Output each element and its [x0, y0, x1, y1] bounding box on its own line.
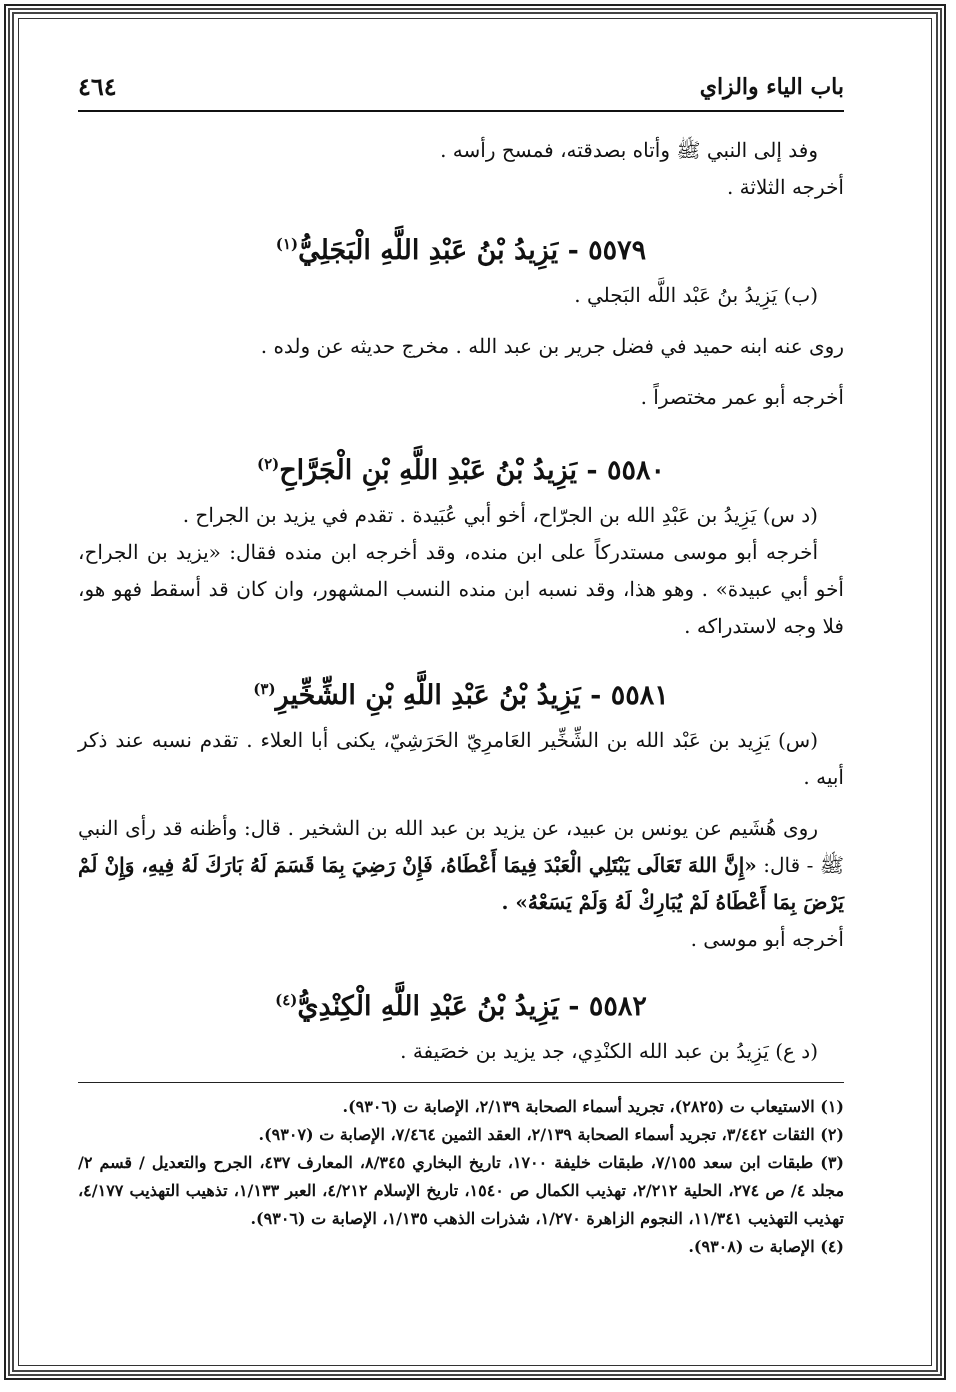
entry-paragraph: روى عنه ابنه حميد في فضل جرير بن عبد الله . مخرج حديثه عن ولده .: [260, 334, 844, 358]
intro-line-2: أخرجه الثلاثة .: [726, 175, 844, 199]
entry-paragraph: (د ع) يَزِيدُ بن عبد الله الكنْدِي، جد يزيد بن خصَيفة .: [400, 1039, 818, 1063]
entry-title-5581: [78, 669, 844, 716]
entry-paragraph: [78, 810, 844, 921]
footnote-marker: (٤): [275, 991, 298, 1009]
entry-title-5579: [78, 224, 844, 271]
entry-title-text: ٥٥٨٢ - يَزِيدُ بْنُ عَبْدِ اللَّهِ الْكِنْدِيُّ: [297, 991, 647, 1022]
chapter-title: باب الياء والزاي: [699, 74, 844, 100]
entry-title-text: ٥٥٨١ - يَزِيدُ بْنُ عَبْدِ اللَّهِ بْنِ الشِّخِّيرِ: [275, 680, 669, 711]
book-page: [78, 70, 844, 1350]
narration-text: روى هُشَيم عن يونس بن عبيد، عن يزيد بن عبد الله بن الشخير . قال: وأظنه قد رأى النبي ﷺ - قال:: [78, 816, 844, 877]
entry-paragraph: أخرجه أبو موسى مستدركاً على ابن منده، وقد أخرجه ابن منده فقال: «يزيد بن الجراح، أخو أبي عبيدة» . وهو هذا، وقد نسبه ابن منده النسب المشهور، وان كان قد أسقط فهو هو، فلا وجه لاستدراكه .: [78, 540, 844, 638]
running-header: [78, 70, 844, 112]
entry-title-5582: [78, 980, 844, 1027]
entry-title-text: ٥٥٧٩ - يَزِيدُ بْنُ عَبْدِ اللَّهِ الْبَجَلِيُّ: [298, 235, 647, 266]
footnote-marker: (٣): [253, 680, 276, 698]
footnote: (١) الاستيعاب ت (٢٨٢٥)، تجريد أسماء الصحابة ٢/١٣٩، الإصابة ت (٩٣٠٦).: [342, 1097, 844, 1116]
footnote-marker: (٢): [256, 455, 280, 473]
footnote-marker: (١): [275, 235, 299, 253]
entry-paragraph: (د س) يَزِيدُ بن عَبْدِ الله بن الجرّاح، أخو أبي عُبَيدة . تقدم في يزيد بن الجراح .: [182, 503, 818, 527]
page-body: [78, 132, 844, 1070]
footnote: (٣) طبقات ابن سعد ٧/١٥٥، طبقات خليفة ١٧٠٠، تاريخ البخاري ٨/٣٤٥، المعارف ٤٣٧، الجرح والتعديل / قسم ٢/ مجلد ٤/ ص ٢٧٤، الحلية ٢/٢١٢، تهذيب الكمال ص ١٥٤٠، تاريخ الإسلام ٤/٢١٢، العبر ١/١٣٣، تذهيب التهذيب ٤/١٧٧، تهذيب التهذيب ١١/٣٤١، النجوم الزاهرة ١/٢٧٠، شذرات الذهب ١/١٣٥، الإصابة ت (٩٣٠٦).: [78, 1153, 845, 1228]
footnote: (٤) الإصابة ت (٩٣٠٨).: [688, 1237, 844, 1256]
entry-paragraph: أخرجه أبو موسى .: [690, 927, 844, 951]
footnotes: [78, 1082, 844, 1261]
intro-line-1: وفد إلى النبي ﷺ وأتاه بصدقته، فمسح رأسه .: [440, 138, 818, 162]
footnote: (٢) الثقات ٣/٤٤٢، تجريد أسماء الصحابة ٢/١٣٩، العقد الثمين ٧/٤٦٤، الإصابة ت (٩٣٠٧).: [258, 1125, 844, 1144]
entry-title-text: ٥٥٨٠ - يَزِيدُ بْنُ عَبْدِ اللَّهِ بْنِ الْجَرَّاحِ: [279, 455, 666, 486]
entry-paragraph: (ب) يَزِيدُ بنُ عَبْد اللَّه البَجلي .: [574, 283, 818, 307]
page-number: ٤٦٤: [78, 72, 117, 101]
entry-paragraph: أخرجه أبو عمر مختصراً .: [640, 385, 844, 409]
entry-title-5580: [78, 444, 844, 491]
entry-paragraph: (س) يَزِيد بن عَبْد الله بن الشِّخِّير العَامرِيّ الحَرَشِيّ، يكنى أبا العلاء . تقدم نسبه عند ذكر أبيه .: [78, 728, 844, 789]
hadith-text: «إِنَّ اللهَ تَعَالَى يَبْتَلِي الْعَبْدَ فِيمَا أَعْطَاهُ، فَإِنْ رَضِيَ بِمَا قَسَمَ لَهُ بَارَكَ لَهُ فِيهِ، وَإِنْ لَمْ يَرْضَ بِمَا أَعْطَاهُ لَمْ يُبَارِكْ لَهُ وَلَمْ يَسَعْهُ» .: [78, 853, 844, 914]
